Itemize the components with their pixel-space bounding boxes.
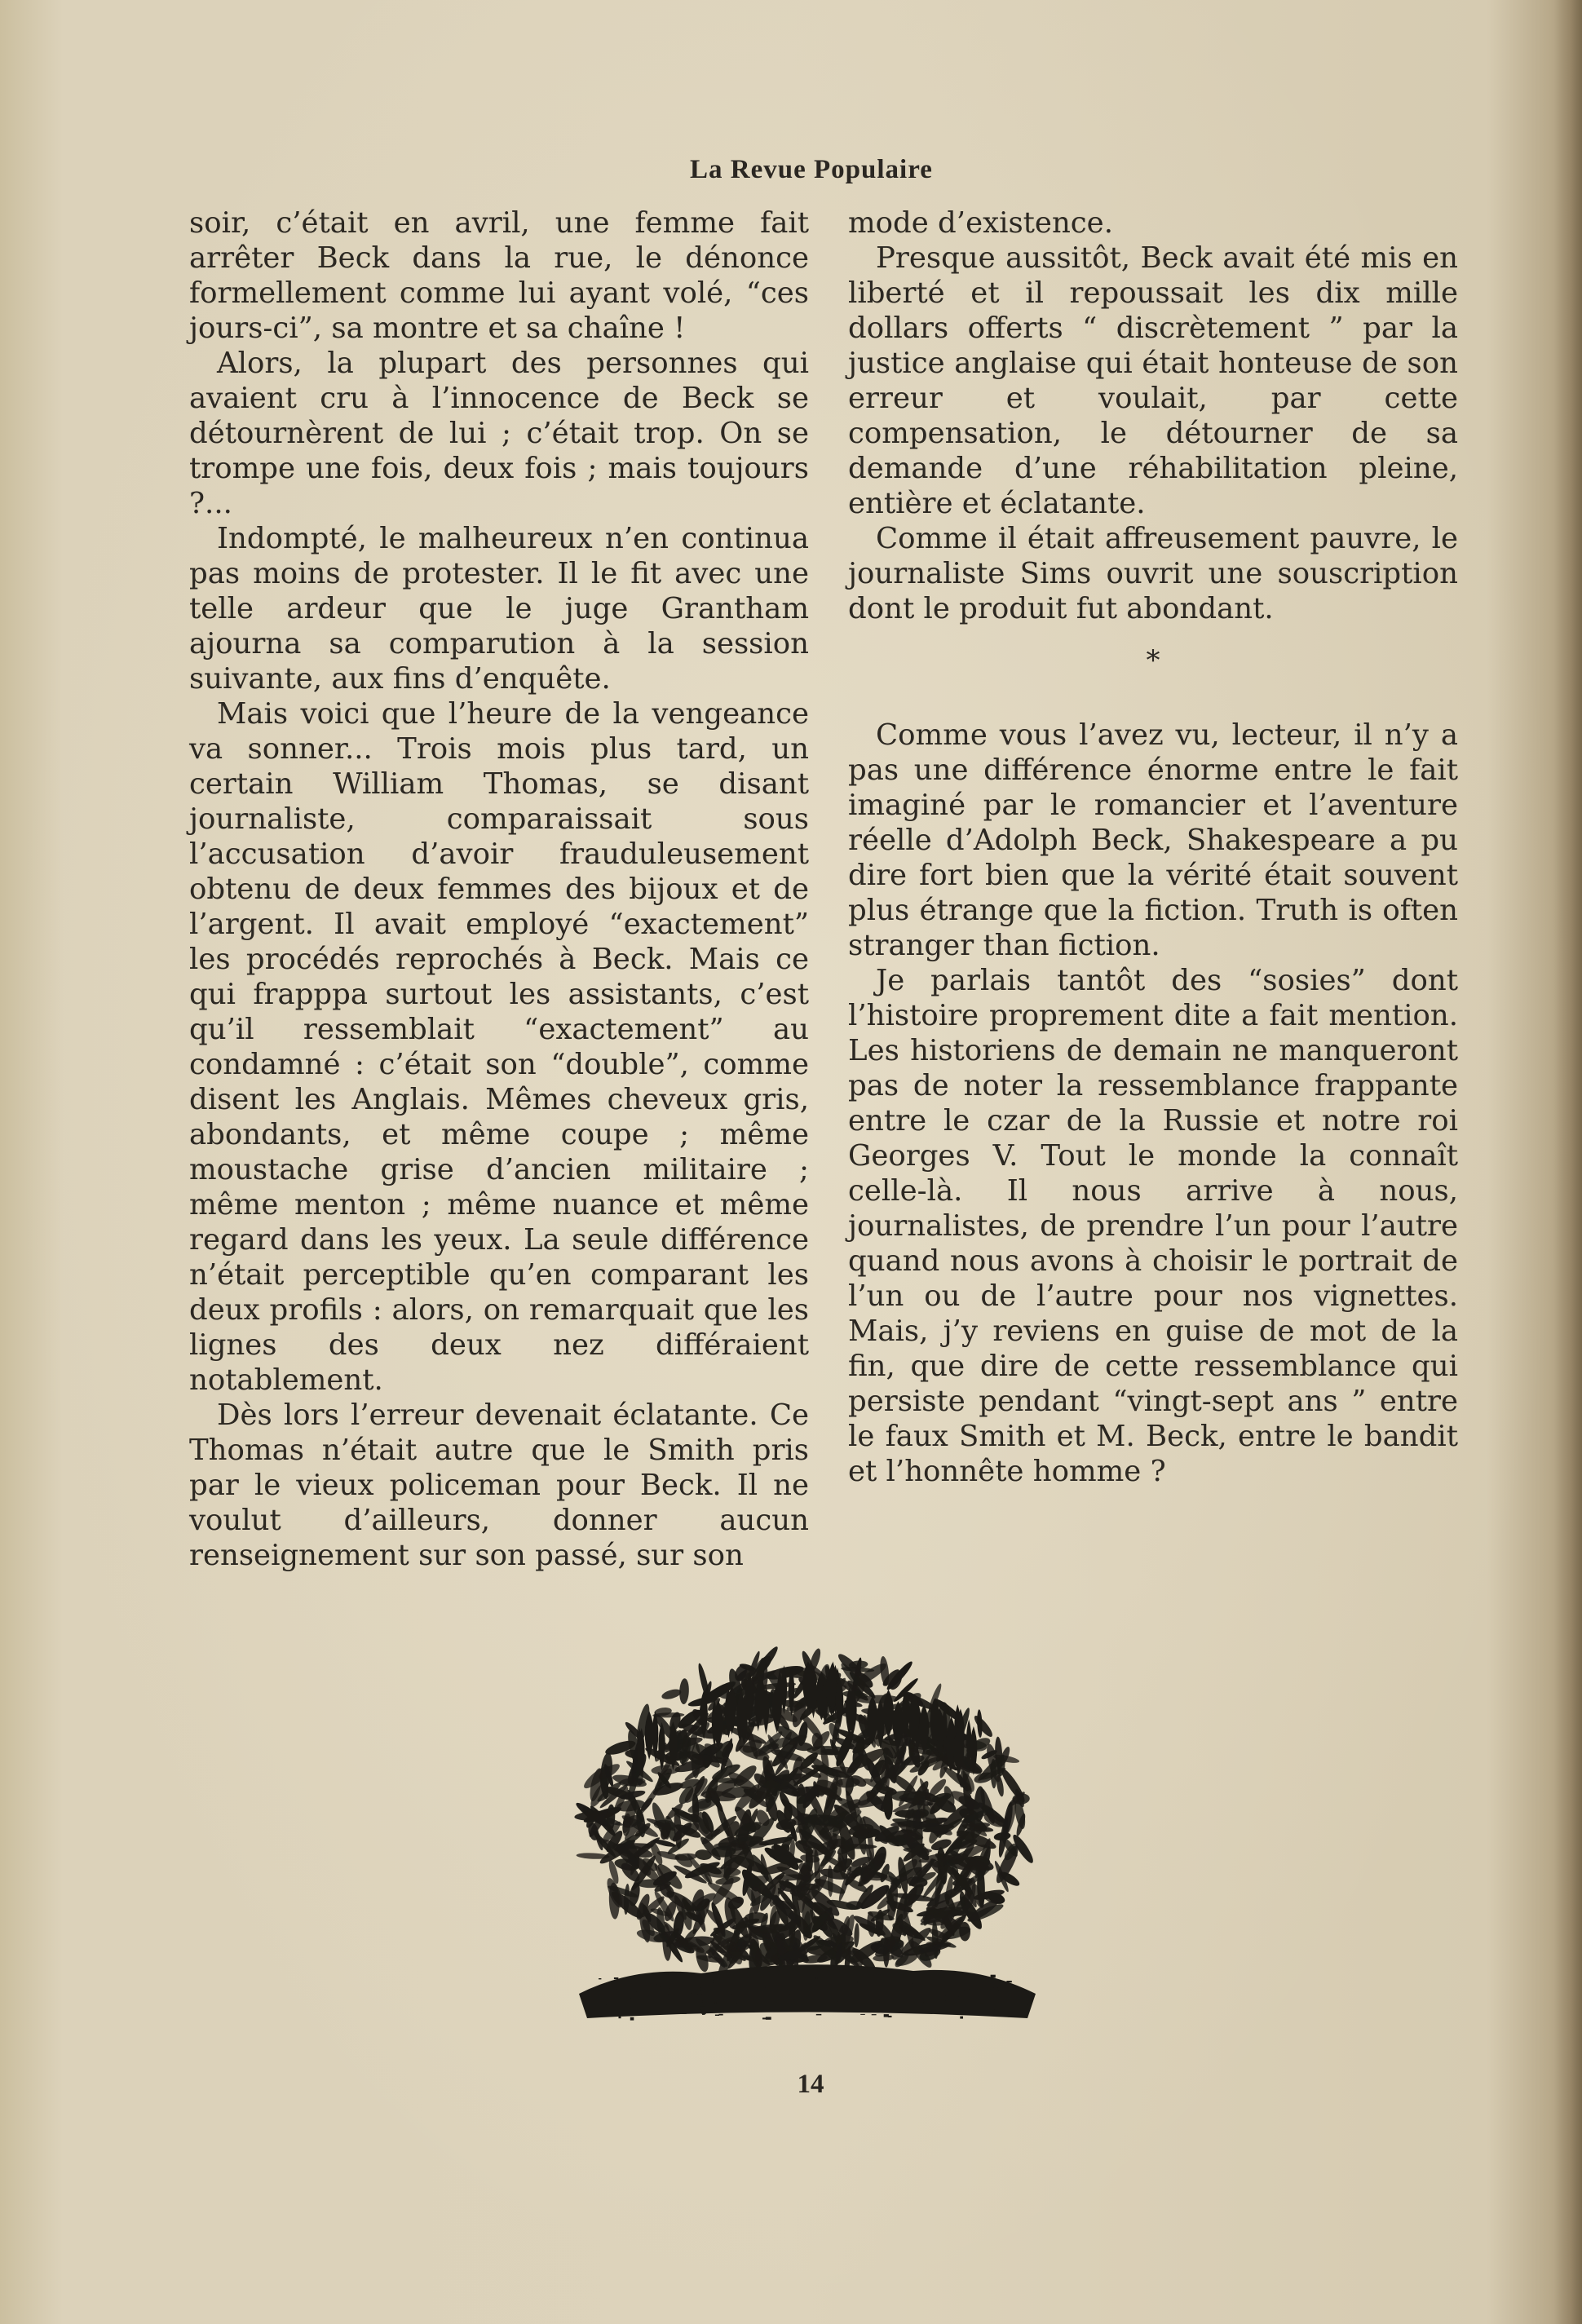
right-column bbox=[848, 205, 1458, 1489]
left-paragraph-2: Alors, la plupart des personnes qui avaient cru à l’innocence de Beck se détournèrent de lui ; c’était trop. On se trompe une fois, deux fois ; mais toujours ?... bbox=[189, 347, 809, 520]
page-edge-shadow bbox=[1554, 0, 1582, 2324]
page-number: 14 bbox=[797, 2070, 824, 2099]
running-header: La Revue Populaire bbox=[690, 155, 933, 184]
section-separator: * bbox=[1146, 644, 1160, 677]
left-paragraph-1: soir, c’était en avril, une femme fait arrêter Beck dans la rue, le dénonce formellement comme lui ayant volé, “ces jours-ci”, sa montre et sa chaîne ! bbox=[189, 206, 809, 345]
right-paragraph-5: Je parlais tantôt des “sosies” dont l’histoire proprement dite a fait mention. Les historiens de demain ne manqueront pas de noter la ressemblance frappante entre le czar de la Russie et notre roi Georges V. Tout le monde la connaît celle-là. Il nous arrive à nous, journalistes, de prendre l’un pour l’autre quand nous avons à choisir le portrait de l’un ou de l’autre pour nos vignettes. Mais, j’y reviens en guise de mot de la fin, que dire de cette ressemblance qui persiste pendant “vingt-sept ans ” entre le faux Smith et M. Beck, entre le bandit et l’honnête homme ? bbox=[848, 964, 1458, 1488]
left-paragraph-4: Mais voici que l’heure de la vengeance va sonner... Trois mois plus tard, un certain William Thomas, se disant journaliste, comparaissait sous l’accusation d’avoir frauduleusement obtenu de deux femmes des bijoux et de l’argent. Il avait employé “exactement” les procédés reprochés à Beck. Mais ce qui frapppa surtout les assistants, c’est qu’il ressemblait “exactement” au condamné : c’était son “double”, comme disent les Anglais. Mêmes cheveux gris, abondants, et même coupe ; même moustache grise d’ancien militaire ; même menton ; même nuance et même regard dans les yeux. La seule différence n’était perceptible qu’en comparant les deux profils : alors, on remarquait que les lignes des deux nez différaient notablement. bbox=[189, 697, 809, 1397]
right-paragraph-1: mode d’existence. bbox=[848, 206, 1113, 240]
left-paragraph-5: Dès lors l’erreur devenait éclatante. Ce Thomas n’était autre que le Smith pris par le vieux policeman pour Beck. Il ne voulut d’ailleurs, donner aucun renseignement sur son passé, sur son bbox=[189, 1398, 809, 1572]
left-paragraph-3: Indompté, le malheureux n’en continua pas moins de protester. Il le fit avec une telle ardeur que le juge Grantham ajourna sa comparution à la session suivante, aux fins d’enquête. bbox=[189, 522, 809, 696]
left-column bbox=[189, 205, 809, 1573]
right-paragraph-2: Presque aussitôt, Beck avait été mis en liberté et il repoussait les dix mille dollars offerts “ discrètement ” par la justice anglaise qui était honteuse de son erreur et voulait, par cette compensation, le détourner de sa demande d’une réhabilitation pleine, entière et éclatante. bbox=[848, 241, 1458, 520]
right-paragraph-4: Comme vous l’avez vu, lecteur, il n’y a pas une différence énorme entre le fait imaginé par le romancier et l’aventure réelle d’Adolph Beck, Shakespeare a pu dire fort bien que la vérité était souvent plus étrange que la fiction. Truth is often stranger than fiction. bbox=[848, 718, 1458, 962]
foliage-engraving-icon bbox=[571, 1635, 1044, 2035]
right-paragraph-3: Comme il était affreusement pauvre, le journaliste Sims ouvrit une souscription dont le produit fut abondant. bbox=[848, 522, 1458, 625]
